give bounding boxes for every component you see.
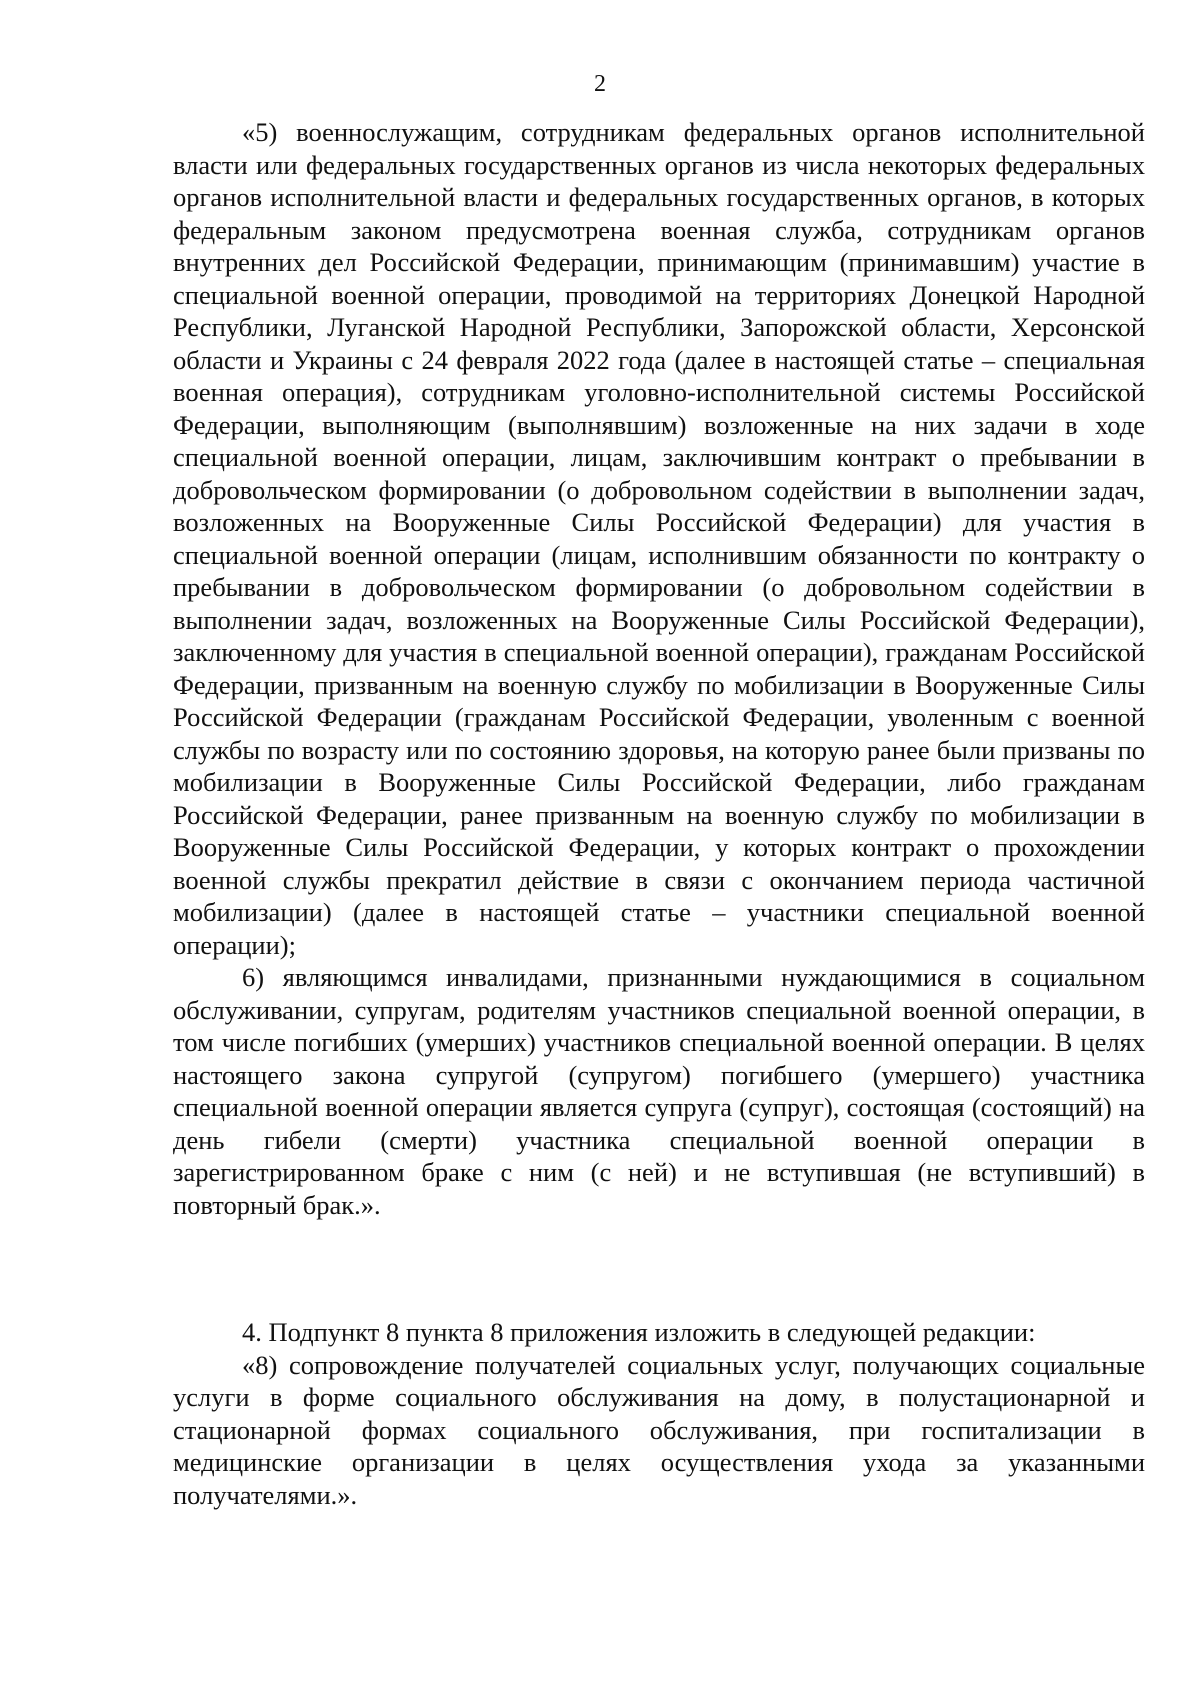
page-number: 2	[594, 71, 606, 97]
body-text-block	[173, 116, 1145, 1221]
paragraph-item-5: «5) военнослужащим, сотрудникам федеральных органов исполнительной власти или федеральных государственных органов из числа некоторых федеральных органов исполнительной власти и федеральных государственных органов, в которых федеральным законом предусмотрена военная служба, сотрудникам органов внутренних дел Российской Федерации, принимающим (принимавшим) участие в специальной военной операции, проводимой на территориях Донецкой Народной Республики, Луганской Народной Республики, Запорожской области, Херсонской области и Украины с 24 февраля 2022 года (далее в настоящей статье – специальная военная операция), сотрудникам уголовно-исполнительной системы Российской Федерации, выполняющим (выполнявшим) возложенные на них задачи в ходе специальной военной операции, лицам, заключившим контракт о пребывании в добровольческом формировании (о добровольном содействии в выполнении задач, возложенных на Вооруженные Силы Российской Федерации) для участия в специальной военной операции (лицам, исполнившим обязанности по контракту о пребывании в добровольческом формировании (о добровольном содействии в выполнении задач, возложенных на Вооруженные Силы Российской Федерации), заключенному для участия в специальной военной операции), гражданам Российской Федерации, призванным на военную службу по мобилизации в Вооруженные Силы Российской Федерации (гражданам Российской Федерации, уволенным с военной службы по возрасту или по состоянию здоровья, на которую ранее были призваны по мобилизации в Вооруженные Силы Российской Федерации, либо гражданам Российской Федерации, ранее призванным на военную службу по мобилизации в Вооруженные Силы Российской Федерации, у которых контракт о прохождении военной службы прекратил действие в связи с окончанием периода частичной мобилизации) (далее в настоящей статье – участники специальной военной операции);	[173, 117, 1145, 960]
paragraph-item-8: «8) сопровождение получателей социальных услуг, получающих социальные услуги в форме социального обслуживания на дому, в полустационарной и стационарной формах социального обслуживания, при госпитализации в медицинские организации в целях осуществления ухода за указанными получателями.».	[173, 1349, 1145, 1510]
paragraph-section-4: 4. Подпункт 8 пункта 8 приложения изложить в следующей редакции:	[242, 1317, 1036, 1347]
paragraph-item-6: 6) являющимся инвалидами, признанными нуждающимися в социальном обслуживании, супругам, родителям участников специальной военной операции, в том числе погибших (умерших) участников специальной военной операции. В целях настоящего закона супругой (супругом) погибшего (умершего) участника специальной военной операции является супруга (супруг), состоящая (состоящий) на день гибели (смерти) участника специальной военной операции в зарегистрированном браке с ним (с ней) и не вступившая (не вступивший) в повторный брак.».	[173, 962, 1145, 1220]
amendment-text-block	[173, 1316, 1145, 1511]
